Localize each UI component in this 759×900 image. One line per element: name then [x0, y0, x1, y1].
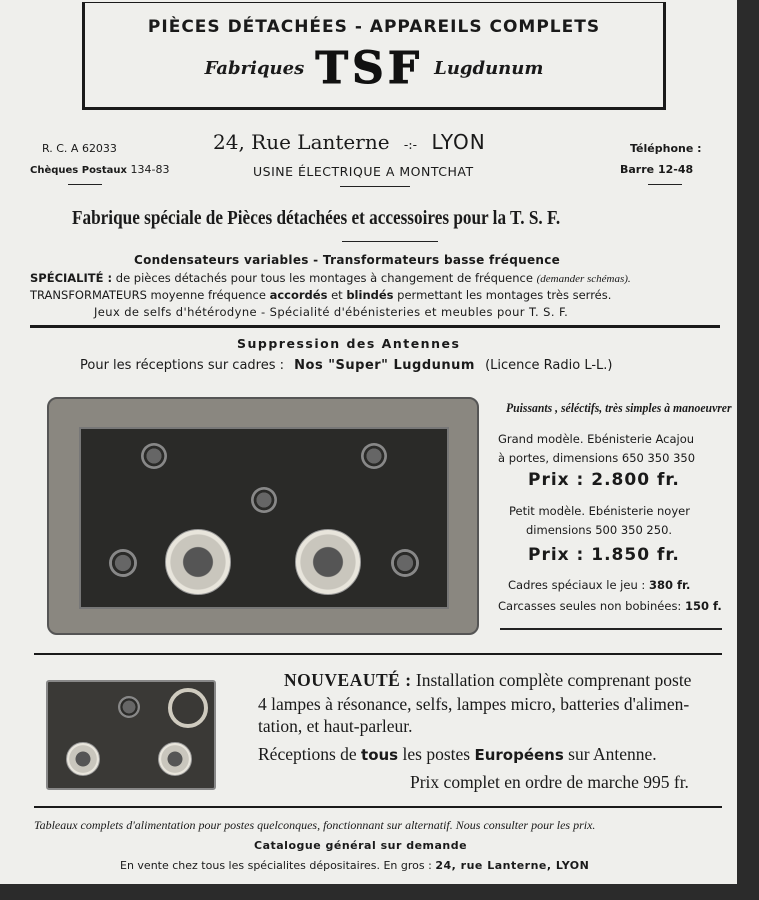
- title-underline: [342, 241, 438, 242]
- address-underline: [340, 186, 410, 187]
- accordes-word: accordés: [269, 288, 328, 302]
- section-rule-3: [34, 806, 722, 808]
- address-city: LYON: [431, 130, 486, 154]
- nouveaute-line-2: 4 lampes à résonance, selfs, lampes micro, batteries d'alimen-: [258, 694, 690, 714]
- sur-antenne: sur Antenne.: [568, 744, 657, 764]
- jack-top-left: [141, 443, 167, 469]
- nouveaute-line-3: tation, et haut-parleur.: [258, 716, 413, 736]
- specialty-line-2: [30, 271, 631, 285]
- petit-modele-line-1: Petit modèle. Ebénisterie noyer: [509, 504, 690, 518]
- fabrique-title: Fabrique spéciale de Pièces détachées et accessoires pour la T. S. F.: [72, 207, 561, 229]
- header-subtitle: PIÈCES DÉTACHÉES - APPAREILS COMPLETS: [147, 17, 601, 37]
- script-fabriques: Fabriques: [204, 58, 305, 79]
- install-coil: [168, 688, 208, 728]
- les-postes: les postes: [402, 744, 471, 764]
- address-street-line: [213, 130, 486, 154]
- install-dial-left: [66, 742, 100, 776]
- nouveaute-text-1: Installation complète comprenant poste: [415, 670, 692, 690]
- script-lugdunum: Lugdunum: [434, 58, 544, 79]
- header-brand-line: [85, 43, 663, 94]
- section-rule-1: [30, 325, 720, 328]
- cadres-line: [508, 578, 690, 592]
- footer-vente-text: En vente chez tous les spécialites dépositaires. En gros :: [120, 859, 432, 872]
- cadres-label: Cadres spéciaux le jeu :: [508, 578, 646, 592]
- specialty-line-1: Condensateurs variables - Transformateurs basse fréquence: [134, 253, 561, 267]
- suppression-title: Suppression des Antennes: [237, 336, 461, 351]
- install-lamp: [118, 696, 140, 718]
- et-word: et: [331, 288, 343, 302]
- grand-modele-line-1: Grand modèle. Ebénisterie Acajou: [498, 432, 695, 446]
- phone-number: Barre 12-48: [620, 163, 694, 176]
- europeens-word: Européens: [474, 746, 564, 764]
- grand-modele-price: Prix : 2.800 fr.: [528, 470, 680, 490]
- carcasses-label: Carcasses seules non bobinées:: [498, 599, 682, 613]
- cadres-price: 380 fr.: [648, 578, 691, 592]
- blindes-word: blindés: [346, 288, 394, 302]
- rc-number: R. C. A 62033: [42, 142, 117, 155]
- carcasses-price: 150 f.: [684, 599, 722, 613]
- installation-photo: [46, 680, 216, 790]
- usine-line: USINE ÉLECTRIQUE A MONTCHAT: [253, 164, 474, 179]
- footer-address: 24, rue Lanterne, LYON: [435, 859, 590, 872]
- cheques-number: 134-83: [130, 163, 170, 176]
- jack-top-right: [361, 443, 387, 469]
- cheques-label: Chèques Postaux: [30, 165, 127, 176]
- transfo-word: TRANSFORMATEURS: [30, 288, 147, 302]
- phone-label: Téléphone :: [630, 142, 702, 155]
- nouveaute-line-4: [258, 744, 657, 765]
- petit-modele-price: Prix : 1.850 fr.: [528, 545, 680, 565]
- suppression-line: [80, 358, 612, 373]
- radio-front-panel: [79, 427, 449, 609]
- nouveaute-line-1: [284, 670, 691, 691]
- address-separator: -:-: [403, 138, 418, 153]
- tous-word: tous: [361, 746, 399, 764]
- super-lugdunum: Nos "Super" Lugdunum: [294, 358, 475, 373]
- montages-text: permettant les montages très serrés.: [397, 288, 612, 302]
- brand-logo: TSF: [315, 43, 424, 94]
- petit-modele-line-2: dimensions 500 350 250.: [526, 523, 673, 537]
- knob-left: [109, 549, 137, 577]
- left-underline: [68, 184, 102, 185]
- licence-text: (Licence Radio L-L.): [485, 358, 613, 373]
- scan-border-bottom: [0, 884, 759, 900]
- grand-modele-line-2: à portes, dimensions 650 350 350: [498, 451, 696, 465]
- section-rule-2: [34, 653, 722, 655]
- receptions-text: Réceptions de: [258, 744, 357, 764]
- carcasses-line: [498, 599, 722, 613]
- nouveaute-price: Prix complet en ordre de marche 995 fr.: [410, 772, 689, 792]
- suppression-lead: Pour les réceptions sur cadres :: [80, 358, 285, 373]
- footer-vente: [120, 859, 589, 872]
- footer-tableaux: Tableaux complets d'alimentation pour postes quelconques, fonctionnant sur alternatif. Nous consulter pour les prix.: [34, 818, 596, 832]
- center-switch: [251, 487, 277, 513]
- specialite-text: de pièces détachés pour tous les montages à changement de fréquence: [115, 271, 533, 285]
- models-rule: [500, 628, 722, 630]
- specialite-label: SPÉCIALITÉ :: [30, 271, 113, 285]
- address-street: 24, Rue Lanterne: [213, 130, 390, 154]
- scan-border-right: [737, 0, 759, 900]
- tuning-dial-right: [295, 529, 361, 595]
- tuning-dial-left: [165, 529, 231, 595]
- radio-set-photo: [47, 397, 479, 635]
- specialty-line-3: [30, 288, 611, 302]
- specialty-line-4: Jeux de selfs d'hétérodyne - Spécialité d'ébénisteries et meubles pour T. S. F.: [94, 305, 569, 319]
- nouveaute-label: NOUVEAUTÉ :: [284, 670, 412, 690]
- models-tagline: Puissants , séléctifs, très simples à manoeuvrer: [506, 400, 732, 415]
- right-underline: [648, 184, 682, 185]
- footer-catalogue: Catalogue général sur demande: [254, 839, 468, 852]
- cheques-postaux: [30, 163, 169, 176]
- knob-right: [391, 549, 419, 577]
- moyenne-frequence: moyenne fréquence: [150, 288, 266, 302]
- header-box: [82, 2, 666, 110]
- specialite-note: (demander schémas).: [536, 273, 631, 285]
- install-dial-right: [158, 742, 192, 776]
